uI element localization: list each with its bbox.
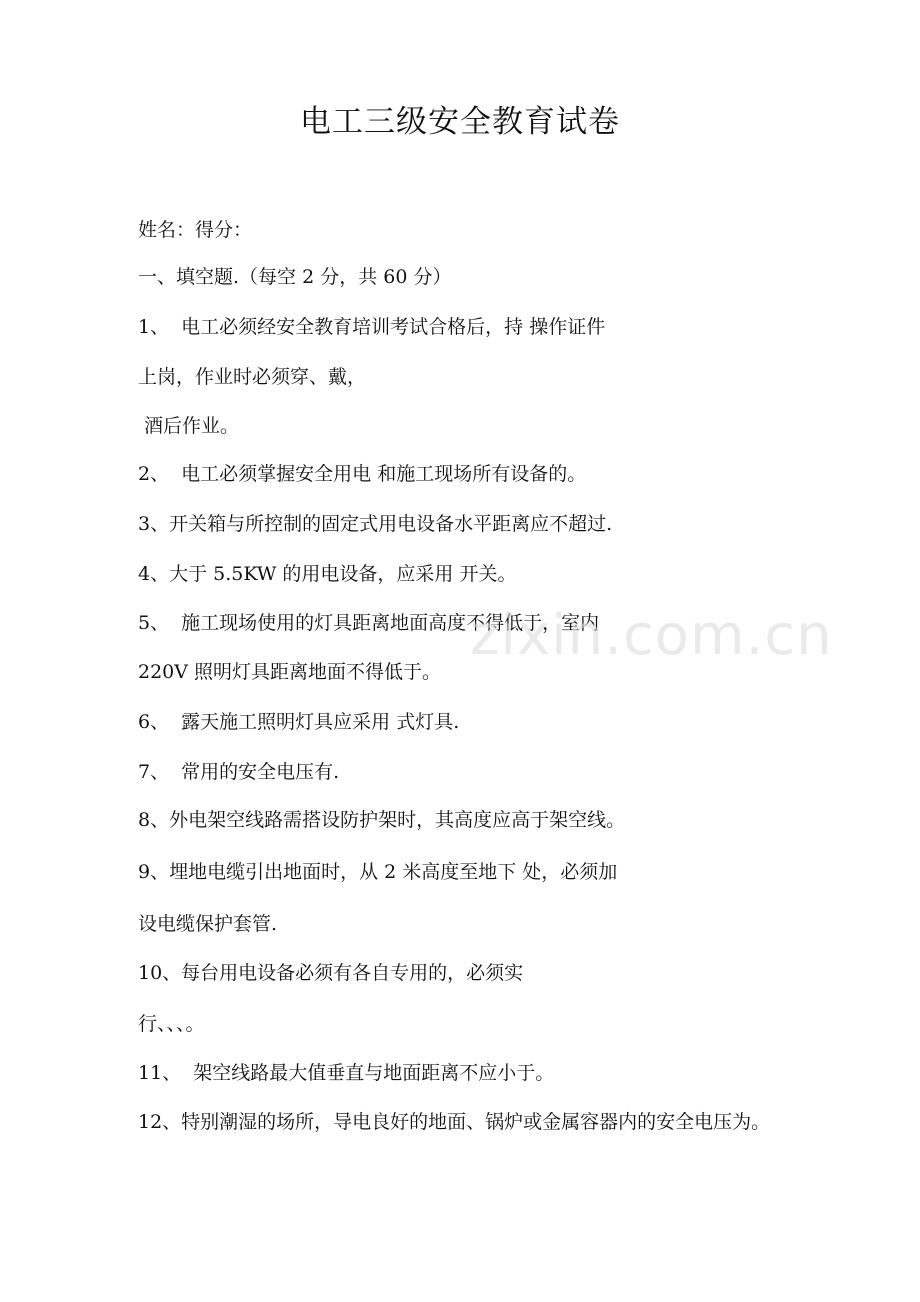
question-line-1b: 上岗，作业时必须穿、戴， [138, 366, 367, 388]
question-line-6: 6、 露天施工照明灯具应采用 式灯具. [138, 711, 460, 733]
question-line-4: 4、大于 5.5KW 的用电设备，应采用 开关。 [138, 563, 517, 585]
question-line-9b: 设电缆保护套管. [138, 913, 278, 935]
question-line-11: 11、 架空线路最大值垂直与地面距离不应小于。 [138, 1062, 555, 1084]
question-line-3: 3、开关箱与所控制的固定式用电设备水平距离应不超过. [138, 513, 613, 535]
question-line-10a: 10、每台用电设备必须有各自专用的，必须实 [138, 962, 524, 984]
question-line-2: 2、 电工必须掌握安全用电 和施工现场所有设备的。 [138, 463, 587, 485]
question-line-1c: 酒后作业。 [138, 415, 240, 437]
watermark: zixin.com.cn [470, 603, 833, 668]
question-line-7: 7、 常用的安全电压有. [138, 761, 340, 783]
name-score-line: 姓名：得分： [138, 219, 253, 241]
question-line-5a: 5、 施工现场使用的灯具距离地面高度不得低于，室内 [138, 612, 600, 634]
question-line-12: 12、特别潮湿的场所，导电良好的地面、锅炉或金属容器内的安全电压为。 [138, 1111, 771, 1133]
question-line-8: 8、外电架空线路需搭设防护架时，其高度应高于架空线。 [138, 809, 626, 831]
question-line-9a: 9、埋地电缆引出地面时，从 2 米高度至地下 处，必须加 [138, 861, 618, 883]
question-line-1a: 1、 电工必须经安全教育培训考试合格后，持 操作证件 [138, 316, 606, 338]
section-heading: 一、填空题.（每空 2 分，共 60 分） [138, 266, 452, 288]
page-title: 电工三级安全教育试卷 [300, 104, 620, 140]
question-line-10b: 行、、、。 [138, 1013, 205, 1035]
question-line-5b: 220V 照明灯具距离地面不得低于。 [138, 661, 442, 683]
